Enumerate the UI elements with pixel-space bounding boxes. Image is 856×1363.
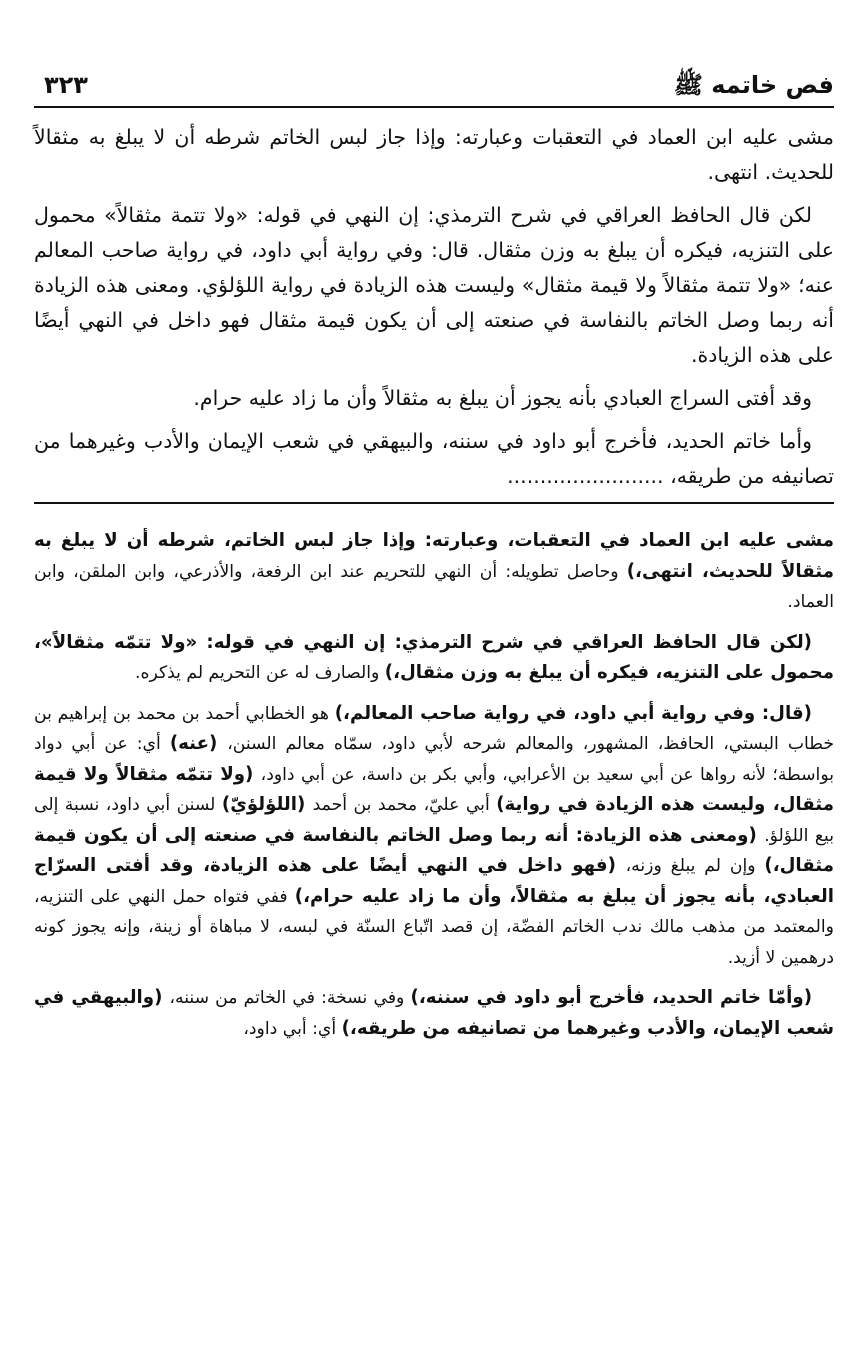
sharh-paragraph <box>34 699 834 974</box>
commentary-text: لسنن أبي داود، نسبة إلى بيع اللؤلؤ. <box>34 795 834 846</box>
quoted-matn: (قال: وفي رواية أبي داود، في رواية صاحب المعالم،) <box>334 702 812 724</box>
ellipsis-dots: ........................ <box>507 464 664 488</box>
quoted-matn: (لكن قال الحافظ العراقي في شرح الترمذي: إن النهي في قوله: «ولا تتمّه مثقالاً»، محمول على التنزيه، فيكره أن يبلغ به وزن مثقال،) <box>34 631 834 683</box>
matn-paragraph-text: وأما خاتم الحديد، فأخرج أبو داود في سننه، والبيهقي في شعب الإيمان والأدب وغيرهما من تصانيفه من طريقه، <box>34 429 834 488</box>
sharh-paragraph <box>34 628 834 689</box>
commentary-text: وفي نسخة: في الخاتم من سننه، <box>169 988 411 1008</box>
quoted-matn: (ولا تتمّه مثقالاً ولا قيمة مثقال، وليست هذه الزيادة في رواية) <box>34 763 834 815</box>
matn-paragraph: مشى عليه ابن العماد في التعقبات وعبارته: وإذا جاز لبس الخاتم شرطه أن لا يبلغ به مثقالاً للحديث. انتهى. <box>34 125 834 184</box>
commentary-text: وإن لم يبلغ وزنه، <box>625 856 765 876</box>
commentary-text: هو الخطابي أحمد بن محمد بن إبراهيم بن خطاب البستي، الحافظ، المشهور، والمعالم شرحه لأبي داود، سمّاه معالم السنن، <box>34 703 834 754</box>
quoted-matn: (وأمّا خاتم الحديد، فأخرج أبو داود في سننه،) <box>410 987 813 1008</box>
sharh-paragraph <box>34 983 834 1044</box>
commentary-text: ففي فتواه حمل النهي على التنزيه، والمعتمد من مذهب مالك ندب الخاتم الفضّة، إن قصد اتّباع السنّة في لبسه، لا مباهاة أو زينة، وإنه يجوز كونه درهمين لا أزيد. <box>34 886 834 968</box>
commentary-text: أبي عليّ، محمد بن أحمد <box>312 795 497 815</box>
quoted-matn: (عنه) <box>169 733 228 754</box>
matn-text <box>34 120 834 494</box>
quoted-matn: (ومعنى هذه الزيادة: أنه ربما وصل الخاتم بالنفاسة في صنعته إلى أن يكون قيمة مثقال،) <box>34 824 834 876</box>
running-title: فص خاتمه ﷺ <box>673 71 834 99</box>
commentary-text: أي: أبي داود، <box>243 1018 342 1039</box>
commentary-text: وحاصل تطويله: أن النهي للتحريم عند ابن الرفعة، والأذرعي، وابن الملقن، وابن العماد. <box>34 561 834 612</box>
matn-paragraph: لكن قال الحافظ العراقي في شرح الترمذي: إن النهي في قوله: «ولا تتمة مثقالاً» محمول على التنزيه، فيكره أن يبلغ به وزن مثقال. قال: وفي رواية أبي داود، في رواية صاحب المعالم عنه؛ «ولا تتمة مثقالاً ولا قيمة مثقال» وليست هذه الزيادة في رواية اللؤلؤي. ومعنى هذه الزيادة أنه ربما وصل الخاتم بالنفاسة في صنعته إلى أن يكون قيمة مثقال فهو داخل في النهي أيضًا على هذه الزيادة. <box>34 203 834 367</box>
page-header <box>34 58 834 108</box>
book-page <box>34 58 834 1348</box>
page-number: ٣٢٣ <box>44 71 88 99</box>
sharh-commentary <box>34 526 834 1044</box>
matn-paragraph: وقد أفتى السراج العبادي بأنه يجوز أن يبلغ به مثقالاً وأن ما زاد عليه حرام. <box>193 386 812 410</box>
matn-paragraph <box>34 424 834 494</box>
quoted-matn: (اللؤلؤيّ) <box>221 794 313 815</box>
quoted-matn: (فهو داخل في النهي أيضًا على هذه الزيادة، وقد أفتى السرّاج العبادي، بأنه يجوز أن يبلغ به مثقالاً، وأن ما زاد عليه حرام،) <box>34 855 834 907</box>
commentary-text: والصارف له عن التحريم لم يذكره. <box>135 663 385 683</box>
sharh-paragraph <box>34 526 834 618</box>
commentary-text: أي: عن أبي دواد بواسطة؛ لأنه رواها عن أبي سعيد بن الأعرابي، وأبي بكر بن داسة، عن أبي داود، <box>34 734 834 785</box>
quoted-matn: مشى عليه ابن العماد في التعقبات، وعبارته: وإذا جاز لبس الخاتم، شرطه أن لا يبلغ به مثقالاً للحديث، انتهى،) <box>34 530 834 582</box>
quoted-matn: (والبيهقي في شعب الإيمان، والأدب وغيرهما من تصانيفه من طريقه،) <box>34 987 834 1039</box>
section-divider <box>34 502 834 504</box>
